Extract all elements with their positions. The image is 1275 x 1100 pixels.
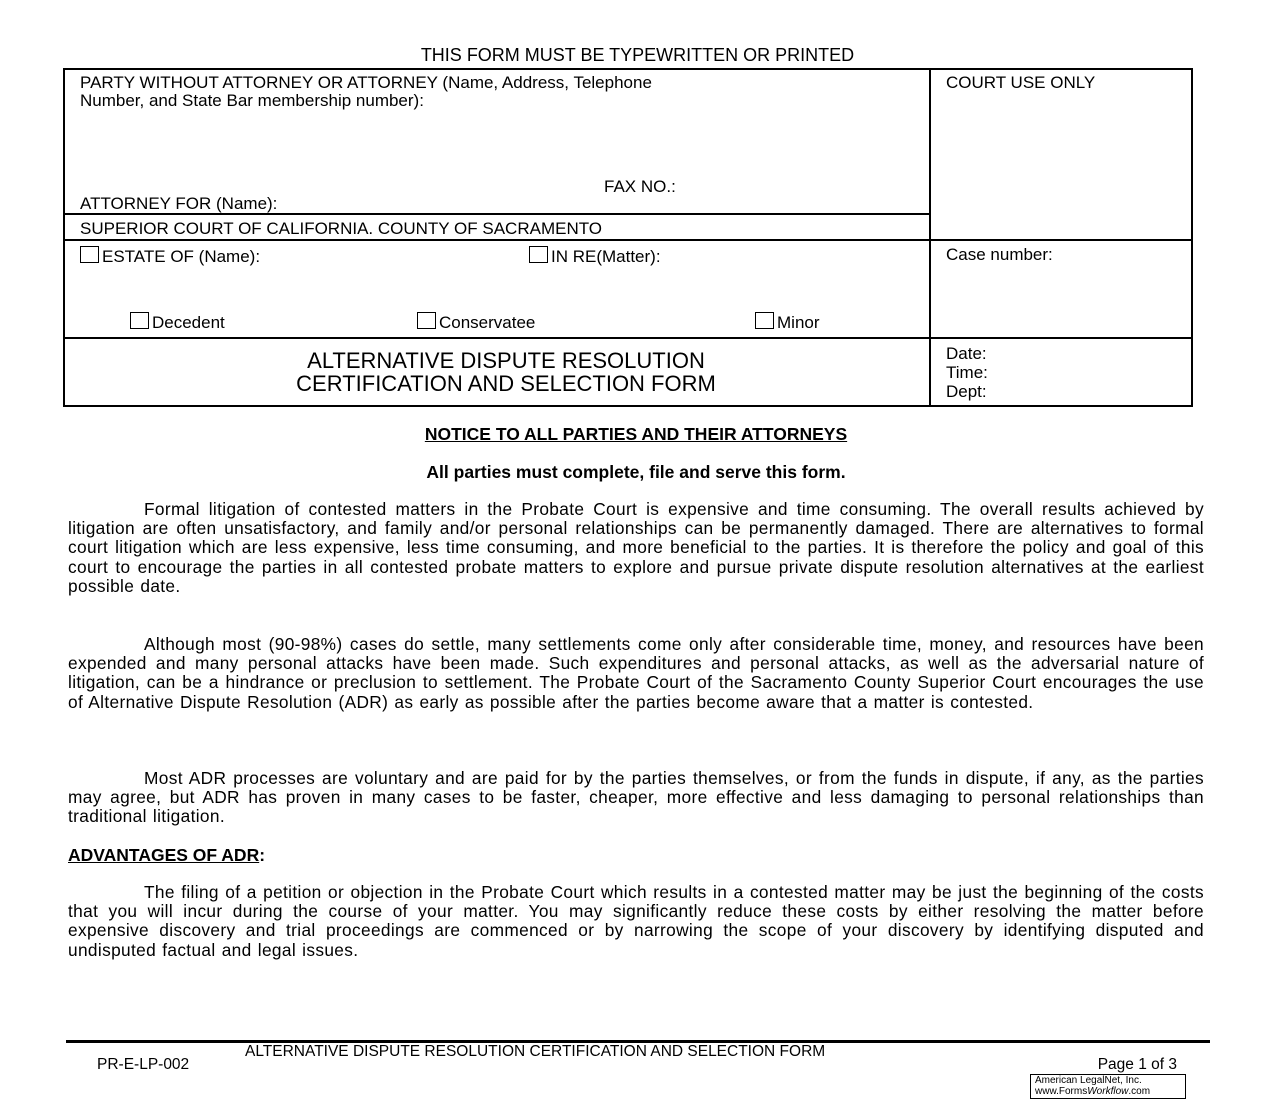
decedent-checkbox[interactable] <box>130 312 149 329</box>
party-label-line1: PARTY WITHOUT ATTORNEY OR ATTORNEY (Name, Address, Telephone <box>80 73 652 92</box>
dept-label: Dept: <box>946 382 987 401</box>
divider <box>63 239 1193 241</box>
paragraph-text: Although most (90-98%) cases do settle, many settlements come only after considerable time, money, and resources have been expended and many personal attacks have been made. Such expenditures and personal attacks, as well as the adversarial nature of litigation, can be a hindrance or preclusion to settlement. The Probate Court of the Sacramento County Superior Court encourages the use of Alternative Dispute Resolution (ADR) as early as possible after the parties become aware that a matter is contested. <box>68 634 1204 712</box>
publisher-url-part: Workflow <box>1087 1086 1129 1097</box>
minor-checkbox[interactable] <box>755 312 774 329</box>
publisher-url <box>1035 1086 1185 1097</box>
publisher-url-part: www.Forms <box>1035 1086 1088 1097</box>
footer-form-code: PR-E-LP-002 <box>97 1056 190 1073</box>
divider <box>63 405 1193 407</box>
court-name: SUPERIOR COURT OF CALIFORNIA. COUNTY OF SACRAMENTO <box>80 219 603 238</box>
advantages-heading <box>68 845 265 866</box>
in-re-checkbox[interactable] <box>529 246 548 263</box>
paragraph-text: Formal litigation of contested matters in the Probate Court is expensive and time consuming. The overall results achieved by litigation are often unsatisfactory, and family and/or personal relationships can be permanently damaged. There are alternatives to formal court litigation which are less expensive, less time consuming, and more beneficial to the parties. It is therefore the policy and goal of this court to encourage the parties in all contested probate matters to explore and pursue private dispute resolution alternatives at the earliest possible date. <box>68 499 1204 596</box>
footer-page-number: Page 1 of 3 <box>1097 1056 1177 1073</box>
conservatee-checkbox[interactable] <box>417 312 436 329</box>
court-use-only-label: COURT USE ONLY <box>946 73 1096 92</box>
notice-subheading: All parties must complete, file and serve this form. <box>426 462 846 482</box>
in-re-label: IN RE(Matter): <box>551 247 661 266</box>
divider <box>63 337 1193 339</box>
form-title-line2: CERTIFICATION AND SELECTION FORM <box>296 371 716 396</box>
attorney-for-label: ATTORNEY FOR (Name): <box>80 194 278 213</box>
advantages-colon: : <box>259 845 266 865</box>
minor-option[interactable] <box>755 312 820 333</box>
publisher-stamp <box>1030 1074 1186 1099</box>
paragraph-2 <box>68 635 1204 712</box>
decedent-label: Decedent <box>152 313 225 332</box>
minor-label: Minor <box>777 313 820 332</box>
top-notice: THIS FORM MUST BE TYPEWRITTEN OR PRINTED <box>420 45 855 65</box>
form-title-line1: ALTERNATIVE DISPUTE RESOLUTION <box>307 348 705 373</box>
estate-of-checkbox[interactable] <box>80 246 99 263</box>
notice-heading: NOTICE TO ALL PARTIES AND THEIR ATTORNEYS <box>424 424 848 444</box>
date-label: Date: <box>946 344 987 363</box>
case-number-label: Case number: <box>946 245 1053 264</box>
time-label: Time: <box>946 363 988 382</box>
footer-form-title: ALTERNATIVE DISPUTE RESOLUTION CERTIFICATION AND SELECTION FORM <box>245 1043 826 1060</box>
fax-label: FAX NO.: <box>604 177 676 196</box>
divider <box>1191 68 1193 407</box>
estate-of-option[interactable] <box>80 246 260 267</box>
paragraph-text: Most ADR processes are voluntary and are paid for by the parties themselves, or from the funds in dispute, if any, as the parties may agree, but ADR has proven in many cases to be faster, cheaper, more effective and less damaging to personal relationships than traditional litigation. <box>68 768 1204 827</box>
paragraph-3 <box>68 769 1204 827</box>
advantages-heading-text: ADVANTAGES OF ADR <box>68 845 260 865</box>
decedent-option[interactable] <box>130 312 225 333</box>
advantages-paragraph <box>68 883 1204 960</box>
in-re-option[interactable] <box>529 246 661 267</box>
publisher-url-part: .com <box>1128 1086 1151 1097</box>
party-label-line2: Number, and State Bar membership number): <box>80 91 424 110</box>
paragraph-1 <box>68 500 1204 596</box>
estate-of-label: ESTATE OF (Name): <box>102 247 261 266</box>
paragraph-text: The filing of a petition or objection in the Probate Court which results in a contested matter may be just the beginning of the costs that you will incur during the course of your matter. You may significantly reduce these costs by either resolving the matter before expensive discovery and trial proceedings are commenced or by narrowing the scope of your discovery by identifying disputed and undisputed factual and legal issues. <box>68 882 1204 960</box>
conservatee-label: Conservatee <box>439 313 536 332</box>
divider <box>63 68 1193 70</box>
conservatee-option[interactable] <box>417 312 535 333</box>
publisher-name: American LegalNet, Inc. <box>1035 1075 1142 1086</box>
